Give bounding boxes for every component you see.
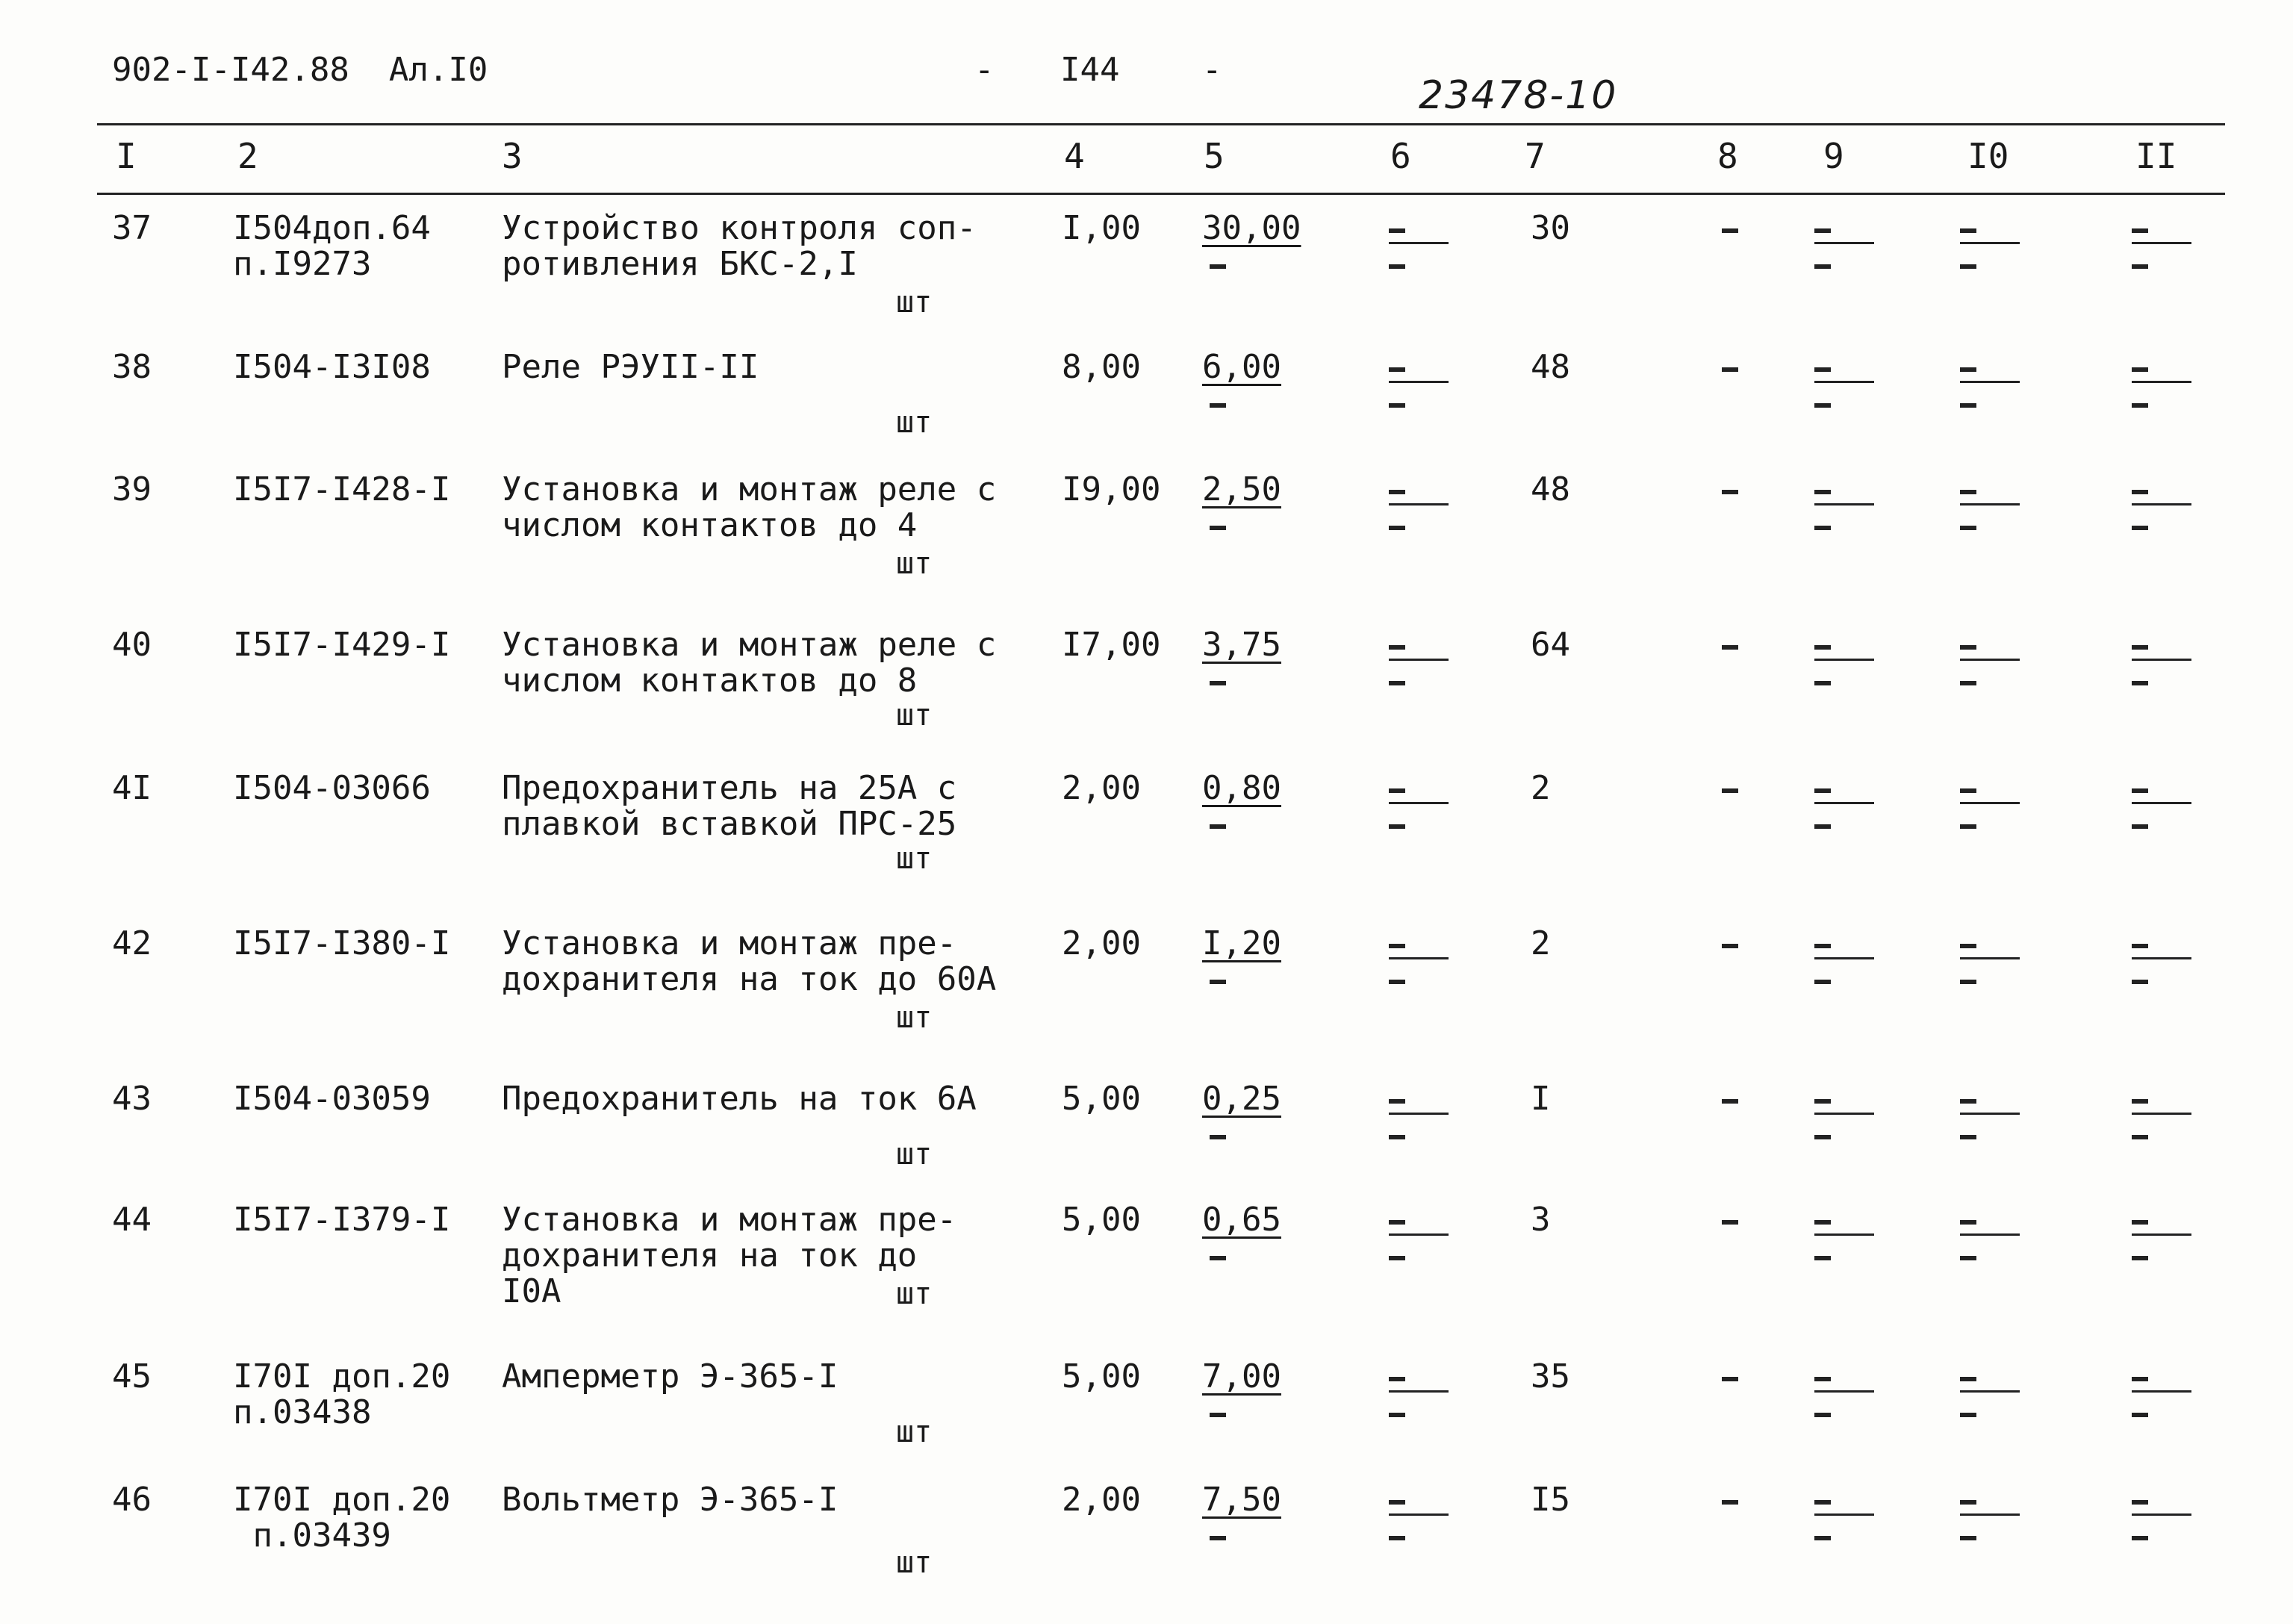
row-number: 44: [112, 1201, 152, 1239]
col9-dash-mark-lower: [1814, 1413, 1831, 1417]
col6-dash-mark: [1389, 1099, 1405, 1104]
row-number: 39: [112, 470, 152, 508]
col10-dash-mark: [1960, 1377, 1976, 1381]
col10-dash-mark-lower: [1960, 824, 1976, 829]
unit-price: 2,50: [1202, 470, 1281, 508]
quantity: 5,00: [1062, 1201, 1141, 1239]
col-header-1: I: [116, 136, 137, 176]
unit-price: 7,00: [1202, 1357, 1281, 1396]
row-number: 42: [112, 924, 152, 962]
col11-fraction-line: [2132, 1513, 2191, 1516]
col9-dash-mark-lower: [1814, 1256, 1831, 1260]
col9-fraction-line: [1814, 1513, 1874, 1516]
row-number: 40: [112, 626, 152, 664]
table-row: [0, 472, 2293, 614]
col9-fraction-line: [1814, 659, 1874, 661]
quantity: I9,00: [1062, 470, 1161, 508]
col11-dash-mark-lower: [2132, 403, 2148, 408]
col9-dash-mark-lower: [1814, 1135, 1831, 1139]
col7-value: 3: [1531, 1201, 1551, 1239]
col9-dash-mark-lower: [1814, 980, 1831, 984]
unit-label: шт: [896, 285, 933, 320]
row-number: 38: [112, 348, 152, 386]
unit-label: шт: [896, 1546, 933, 1580]
col10-fraction-line: [1960, 1390, 2020, 1393]
col6-dash-mark: [1389, 788, 1405, 793]
normative-code: I504доп.64 п.I9273: [233, 209, 431, 283]
col11-dash-mark-lower: [2132, 1256, 2148, 1260]
col6-dash-mark: [1389, 645, 1405, 650]
col10-dash-mark-lower: [1960, 264, 1976, 269]
col10-dash-mark-lower: [1960, 1256, 1976, 1260]
col6-dash-mark: [1389, 944, 1405, 948]
quantity: 2,00: [1062, 1481, 1141, 1519]
col-header-3: 3: [502, 136, 523, 176]
col9-fraction-line: [1814, 1390, 1874, 1393]
quantity: 5,00: [1062, 1357, 1141, 1396]
col5-dash-mark: [1210, 980, 1226, 984]
col6-dash-mark-lower: [1389, 1536, 1405, 1540]
unit-label: шт: [896, 405, 933, 440]
col6-dash-mark: [1389, 367, 1405, 372]
col9-dash-mark-lower: [1814, 681, 1831, 685]
table-row: [0, 1359, 2293, 1501]
col11-dash-mark: [2132, 788, 2148, 793]
row-number: 46: [112, 1481, 152, 1519]
unit-label: шт: [896, 1137, 933, 1172]
col-header-5: 5: [1204, 136, 1225, 176]
col5-dash-mark: [1210, 1413, 1226, 1417]
quantity: 5,00: [1062, 1080, 1141, 1118]
col6-fraction-line: [1389, 1233, 1449, 1236]
quantity: I7,00: [1062, 626, 1161, 664]
col6-fraction-line: [1389, 242, 1449, 244]
col11-dash-mark-lower: [2132, 526, 2148, 530]
col11-dash-mark: [2132, 645, 2148, 650]
col7-value: I5: [1531, 1481, 1570, 1519]
col10-fraction-line: [1960, 1233, 2020, 1236]
col6-dash-mark-lower: [1389, 980, 1405, 984]
col9-fraction-line: [1814, 503, 1874, 505]
col11-dash-mark: [2132, 944, 2148, 948]
col6-dash-mark-lower: [1389, 264, 1405, 269]
col10-fraction-line: [1960, 242, 2020, 244]
col11-dash-mark-lower: [2132, 1536, 2148, 1540]
col11-dash-mark-lower: [2132, 1135, 2148, 1139]
col6-fraction-line: [1389, 1513, 1449, 1516]
col10-dash-mark: [1960, 788, 1976, 793]
col7-value: 48: [1531, 470, 1570, 508]
col-header-8: 8: [1717, 136, 1738, 176]
col6-dash-mark: [1389, 1220, 1405, 1225]
col9-fraction-line: [1814, 957, 1874, 959]
normative-code: I5I7-I380-I: [233, 924, 451, 962]
col8-dash-mark: [1722, 367, 1738, 372]
col9-fraction-line: [1814, 1113, 1874, 1115]
handwritten-number: 23478-10: [1419, 73, 1618, 118]
normative-code: I504-I3I08: [233, 348, 431, 386]
col11-dash-mark: [2132, 367, 2148, 372]
col7-value: 2: [1531, 769, 1551, 807]
col6-fraction-line: [1389, 659, 1449, 661]
col-header-2: 2: [237, 136, 258, 176]
col11-fraction-line: [2132, 659, 2191, 661]
normative-code: I70I доп.20 п.03439: [233, 1481, 451, 1555]
col9-dash-mark: [1814, 788, 1831, 793]
col10-dash-mark: [1960, 1099, 1976, 1104]
item-name: Предохранитель на ток 6А: [502, 1080, 977, 1118]
col9-dash-mark-lower: [1814, 824, 1831, 829]
col10-dash-mark-lower: [1960, 1135, 1976, 1139]
table-row: [0, 1482, 2293, 1624]
col11-dash-mark-lower: [2132, 980, 2148, 984]
col-header-6: 6: [1390, 136, 1411, 176]
normative-code: I70I доп.20 п.03438: [233, 1357, 451, 1431]
col7-value: 48: [1531, 348, 1570, 386]
quantity: 8,00: [1062, 348, 1141, 386]
unit-price: 30,00: [1202, 209, 1301, 247]
col10-fraction-line: [1960, 503, 2020, 505]
unit-price: 0,65: [1202, 1201, 1281, 1239]
col9-dash-mark-lower: [1814, 526, 1831, 530]
col5-dash-mark: [1210, 1135, 1226, 1139]
col11-fraction-line: [2132, 242, 2191, 244]
col6-dash-mark-lower: [1389, 403, 1405, 408]
col6-dash-mark: [1389, 490, 1405, 494]
col6-dash-mark-lower: [1389, 526, 1405, 530]
col6-dash-mark-lower: [1389, 824, 1405, 829]
item-name: Амперметр Э-365-I: [502, 1357, 839, 1396]
col7-value: 30: [1531, 209, 1570, 247]
col9-dash-mark-lower: [1814, 403, 1831, 408]
unit-price: 7,50: [1202, 1481, 1281, 1519]
col10-fraction-line: [1960, 659, 2020, 661]
col6-dash-mark: [1389, 1500, 1405, 1505]
col10-fraction-line: [1960, 957, 2020, 959]
row-number: 37: [112, 209, 152, 247]
item-name: Реле РЭУII-II: [502, 348, 759, 386]
table-row: [0, 627, 2293, 769]
table-row: [0, 1202, 2293, 1344]
row-number: 4I: [112, 769, 152, 807]
normative-code: I5I7-I429-I: [233, 626, 451, 664]
col10-fraction-line: [1960, 381, 2020, 383]
unit-label: шт: [896, 698, 933, 732]
col9-fraction-line: [1814, 802, 1874, 804]
col6-dash-mark: [1389, 1377, 1405, 1381]
col5-dash-mark: [1210, 1536, 1226, 1540]
col11-fraction-line: [2132, 1233, 2191, 1236]
col5-dash-mark: [1210, 681, 1226, 685]
header-top-rule: [97, 123, 2225, 125]
col6-fraction-line: [1389, 503, 1449, 505]
col10-dash-mark-lower: [1960, 980, 1976, 984]
col6-dash-mark-lower: [1389, 1413, 1405, 1417]
col7-value: 64: [1531, 626, 1570, 664]
col9-fraction-line: [1814, 242, 1874, 244]
col-header-10: I0: [1967, 136, 2009, 176]
col8-dash-mark: [1722, 1220, 1738, 1225]
item-name: Предохранитель на 25А с плавкой вставкой ПРС-25: [502, 769, 957, 843]
col10-fraction-line: [1960, 1513, 2020, 1516]
col11-dash-mark: [2132, 228, 2148, 233]
col11-dash-mark: [2132, 1099, 2148, 1104]
normative-code: I5I7-I428-I: [233, 470, 451, 508]
item-name: Вольтметр Э-365-I: [502, 1481, 839, 1519]
col-header-11: II: [2135, 136, 2177, 176]
unit-label: шт: [896, 1415, 933, 1449]
col10-fraction-line: [1960, 1113, 2020, 1115]
row-number: 43: [112, 1080, 152, 1118]
document-code: 902-I-I42.88 Ал.I0: [112, 51, 488, 89]
header-bottom-rule: [97, 193, 2225, 195]
col5-dash-mark: [1210, 824, 1226, 829]
col10-dash-mark-lower: [1960, 403, 1976, 408]
col5-dash-mark: [1210, 526, 1226, 530]
header-dash-left: -: [974, 51, 995, 89]
col10-dash-mark-lower: [1960, 1536, 1976, 1540]
col10-dash-mark-lower: [1960, 1413, 1976, 1417]
col11-dash-mark: [2132, 490, 2148, 494]
item-name: Установка и монтаж реле с числом контактов до 4: [502, 470, 997, 544]
col7-value: 2: [1531, 924, 1551, 962]
col7-value: 35: [1531, 1357, 1570, 1396]
unit-price: 0,80: [1202, 769, 1281, 807]
col11-dash-mark: [2132, 1500, 2148, 1505]
table-row: [0, 926, 2293, 1068]
col-header-4: 4: [1064, 136, 1085, 176]
col9-dash-mark: [1814, 1500, 1831, 1505]
unit-label: шт: [896, 1001, 933, 1035]
page-number: I44: [1060, 51, 1120, 89]
unit-label: шт: [896, 841, 933, 876]
col9-dash-mark: [1814, 1220, 1831, 1225]
col11-dash-mark: [2132, 1377, 2148, 1381]
quantity: 2,00: [1062, 924, 1141, 962]
col11-fraction-line: [2132, 381, 2191, 383]
col10-dash-mark-lower: [1960, 681, 1976, 685]
col6-fraction-line: [1389, 802, 1449, 804]
col8-dash-mark: [1722, 788, 1738, 793]
item-name: Установка и монтаж пре- дохранителя на ток до 60А: [502, 924, 997, 998]
col11-dash-mark-lower: [2132, 681, 2148, 685]
row-number: 45: [112, 1357, 152, 1396]
col9-fraction-line: [1814, 1233, 1874, 1236]
col6-fraction-line: [1389, 381, 1449, 383]
normative-code: I5I7-I379-I: [233, 1201, 451, 1239]
col9-dash-mark: [1814, 367, 1831, 372]
col9-dash-mark: [1814, 944, 1831, 948]
col9-dash-mark-lower: [1814, 1536, 1831, 1540]
col5-dash-mark: [1210, 403, 1226, 408]
col8-dash-mark: [1722, 1377, 1738, 1381]
col11-dash-mark-lower: [2132, 824, 2148, 829]
quantity: I,00: [1062, 209, 1141, 247]
col10-fraction-line: [1960, 802, 2020, 804]
col11-fraction-line: [2132, 1113, 2191, 1115]
unit-price: 6,00: [1202, 348, 1281, 386]
col6-dash-mark: [1389, 228, 1405, 233]
unit-label: шт: [896, 1277, 933, 1311]
col8-dash-mark: [1722, 228, 1738, 233]
col11-fraction-line: [2132, 503, 2191, 505]
col6-dash-mark-lower: [1389, 1256, 1405, 1260]
unit-label: шт: [896, 547, 933, 581]
col6-dash-mark-lower: [1389, 1135, 1405, 1139]
item-name: Установка и монтаж реле с числом контактов до 8: [502, 626, 997, 700]
col9-dash-mark: [1814, 1377, 1831, 1381]
unit-price: 0,25: [1202, 1080, 1281, 1118]
col11-dash-mark-lower: [2132, 264, 2148, 269]
col8-dash-mark: [1722, 645, 1738, 650]
col7-value: I: [1531, 1080, 1551, 1118]
normative-code: I504-03059: [233, 1080, 431, 1118]
unit-price: 3,75: [1202, 626, 1281, 664]
col9-dash-mark: [1814, 490, 1831, 494]
unit-price: I,20: [1202, 924, 1281, 962]
table-row: [0, 211, 2293, 352]
col9-fraction-line: [1814, 381, 1874, 383]
table-row: [0, 771, 2293, 912]
col6-fraction-line: [1389, 957, 1449, 959]
col8-dash-mark: [1722, 1500, 1738, 1505]
item-name: Устройство контроля соп- ротивления БКС-2,I: [502, 209, 977, 283]
col10-dash-mark-lower: [1960, 526, 1976, 530]
col9-dash-mark-lower: [1814, 264, 1831, 269]
col11-fraction-line: [2132, 802, 2191, 804]
col8-dash-mark: [1722, 490, 1738, 494]
col10-dash-mark: [1960, 1220, 1976, 1225]
col5-dash-mark: [1210, 264, 1226, 269]
col10-dash-mark: [1960, 490, 1976, 494]
col-header-7: 7: [1525, 136, 1546, 176]
col9-dash-mark: [1814, 228, 1831, 233]
col8-dash-mark: [1722, 1099, 1738, 1104]
col10-dash-mark: [1960, 944, 1976, 948]
col10-dash-mark: [1960, 1500, 1976, 1505]
col11-fraction-line: [2132, 957, 2191, 959]
normative-code: I504-03066: [233, 769, 431, 807]
col6-dash-mark-lower: [1389, 681, 1405, 685]
item-name: Установка и монтаж пре- дохранителя на ток до I0А: [502, 1201, 957, 1310]
col9-dash-mark: [1814, 645, 1831, 650]
col6-fraction-line: [1389, 1113, 1449, 1115]
col11-dash-mark: [2132, 1220, 2148, 1225]
col9-dash-mark: [1814, 1099, 1831, 1104]
col-header-9: 9: [1823, 136, 1844, 176]
quantity: 2,00: [1062, 769, 1141, 807]
col5-dash-mark: [1210, 1256, 1226, 1260]
col8-dash-mark: [1722, 944, 1738, 948]
col10-dash-mark: [1960, 367, 1976, 372]
col11-dash-mark-lower: [2132, 1413, 2148, 1417]
col6-fraction-line: [1389, 1390, 1449, 1393]
col10-dash-mark: [1960, 645, 1976, 650]
col10-dash-mark: [1960, 228, 1976, 233]
col11-fraction-line: [2132, 1390, 2191, 1393]
header-dash-right: -: [1202, 51, 1222, 89]
